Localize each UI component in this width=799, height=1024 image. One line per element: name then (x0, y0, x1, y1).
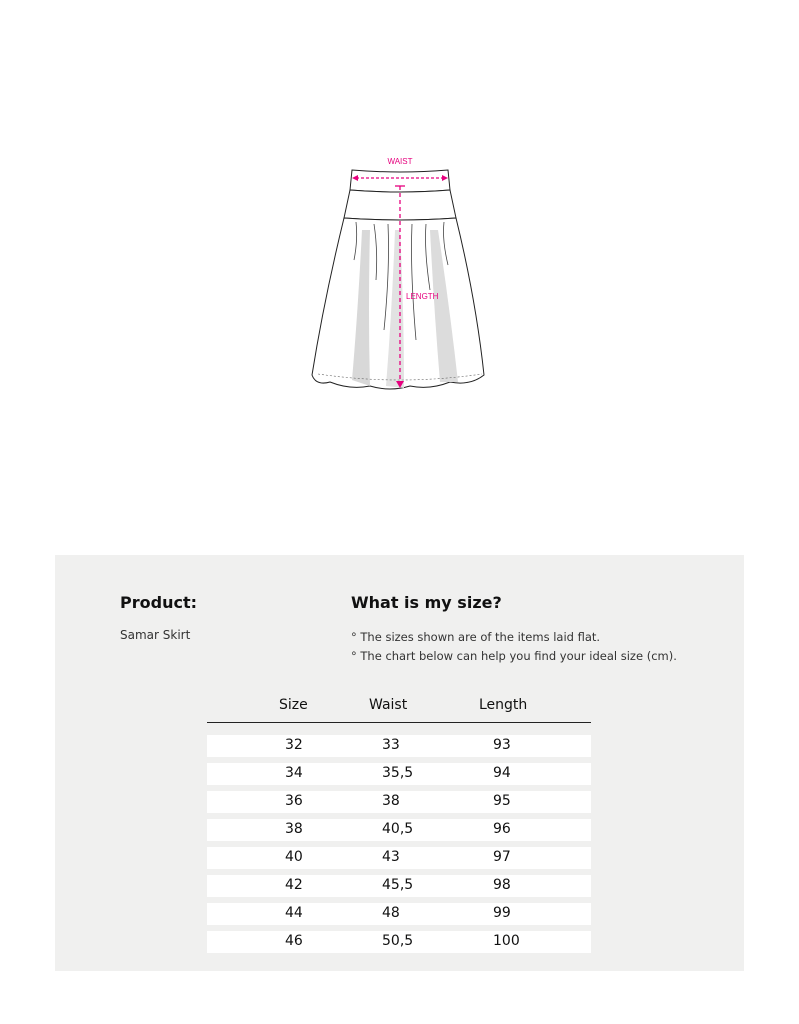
column-header-waist: Waist (369, 697, 408, 713)
table-row (207, 735, 591, 757)
cell-waist: 38 (382, 793, 400, 809)
size-table (207, 695, 591, 959)
cell-waist: 43 (382, 849, 400, 865)
length-label: LENGTH (406, 292, 439, 301)
cell-waist: 45,5 (382, 877, 414, 893)
table-row (207, 903, 591, 925)
cell-size: 44 (285, 905, 303, 921)
cell-waist: 33 (382, 737, 400, 753)
cell-length: 94 (493, 765, 511, 781)
cell-length: 96 (493, 821, 511, 837)
table-body (207, 735, 591, 953)
skirt-illustration (300, 150, 500, 410)
cell-waist: 40,5 (382, 821, 414, 837)
cell-size: 38 (285, 821, 303, 837)
size-guide-heading: What is my size? (351, 593, 502, 612)
product-heading: Product: (120, 593, 197, 612)
size-note: ° The sizes shown are of the items laid flat. (351, 630, 601, 644)
cell-length: 95 (493, 793, 511, 809)
size-note: ° The chart below can help you find your ideal size (cm). (351, 649, 677, 663)
size-notes (351, 628, 677, 666)
cell-size: 46 (285, 933, 303, 949)
table-row (207, 931, 591, 953)
cell-length: 97 (493, 849, 511, 865)
waist-label: WAIST (387, 157, 413, 166)
product-name: Samar Skirt (120, 628, 191, 642)
cell-size: 40 (285, 849, 303, 865)
table-row (207, 875, 591, 897)
table-row (207, 847, 591, 869)
table-row (207, 819, 591, 841)
table-header-row (207, 695, 591, 723)
table-row (207, 763, 591, 785)
size-info-panel (55, 555, 744, 971)
cell-length: 98 (493, 877, 511, 893)
table-row (207, 791, 591, 813)
cell-size: 36 (285, 793, 303, 809)
cell-size: 32 (285, 737, 303, 753)
column-header-size: Size (279, 697, 308, 713)
cell-length: 99 (493, 905, 511, 921)
skirt-diagram (300, 150, 500, 410)
cell-waist: 35,5 (382, 765, 414, 781)
cell-waist: 48 (382, 905, 400, 921)
cell-size: 34 (285, 765, 303, 781)
cell-length: 100 (493, 933, 520, 949)
cell-length: 93 (493, 737, 511, 753)
column-header-length: Length (479, 697, 528, 713)
cell-size: 42 (285, 877, 303, 893)
cell-waist: 50,5 (382, 933, 414, 949)
